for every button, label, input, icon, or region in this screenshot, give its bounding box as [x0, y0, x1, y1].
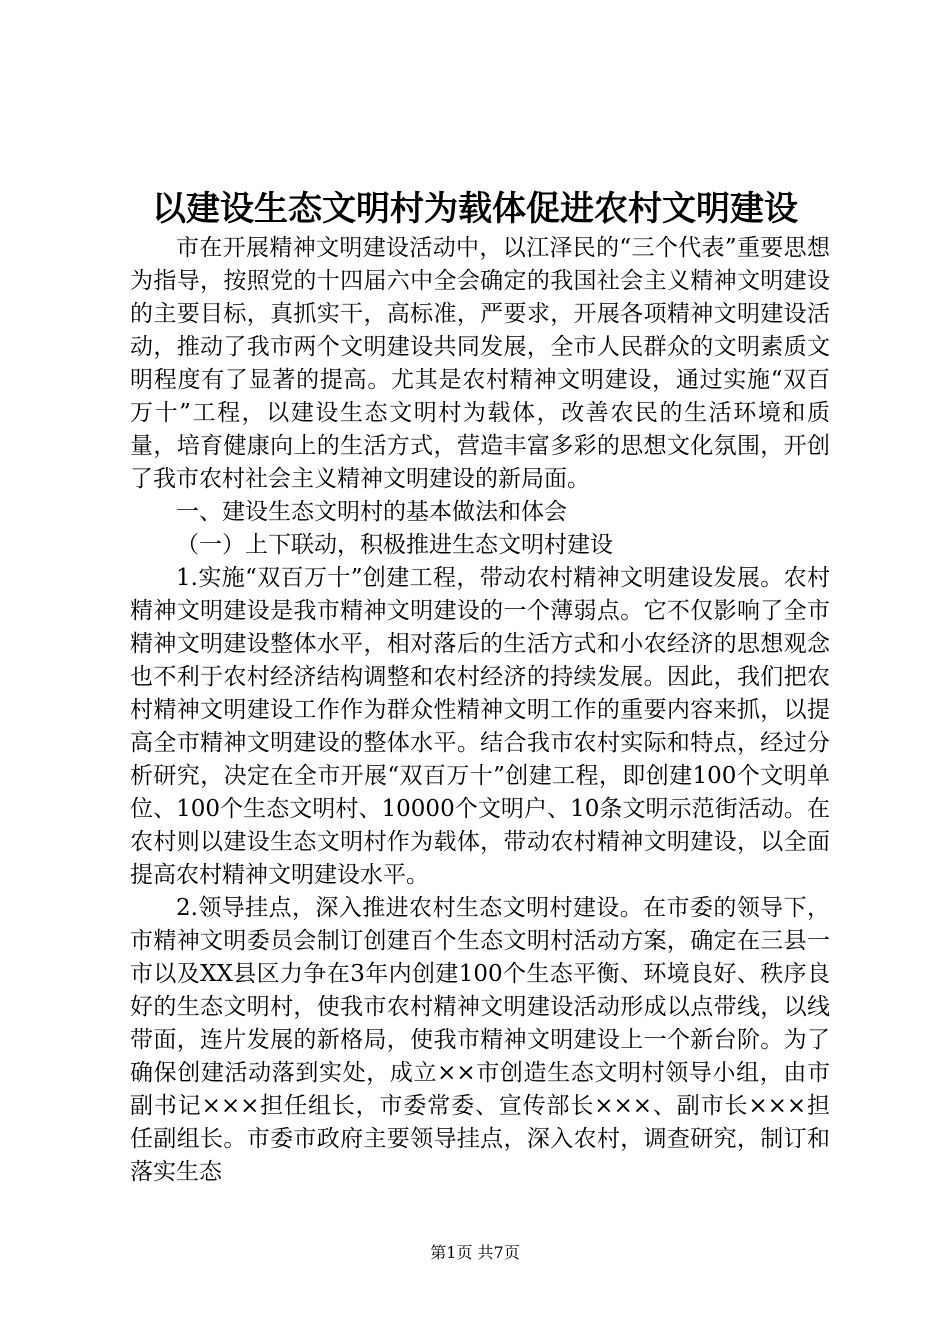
document-body	[130, 232, 830, 1189]
paragraph-item-2: 2.领导挂点，深入推进农村生态文明村建设。在市委的领导下，市精神文明委员会制订创建百个生态文明村活动方案，确定在三县一市以及XX县区力争在3年内创建100个生态平衡、环境良好、秩序良好的生态文明村，使我市农村精神文明建设活动形成以点带线，以线带面，连片发展的新格局，使我市精神文明建设上一个新台阶。为了确保创建活动落到实处，成立××市创造生态文明村领导小组，由市副书记×××担任组长，市委常委、宣传部长×××、副市长×××担任副组长。市委市政府主要领导挂点，深入农村，调查研究，制订和落实生态	[130, 895, 830, 1185]
paragraph-item-1: 1.实施“双百万十”创建工程，带动农村精神文明建设发展。农村精神文明建设是我市精神文明建设的一个薄弱点。它不仅影响了全市精神文明建设整体水平，相对落后的生活方式和小农经济的思想观念也不利于农村经济结构调整和农村经济的持续发展。因此，我们把农村精神文明建设工作作为群众性精神文明工作的重要内容来抓，以提高全市精神文明建设的整体水平。结合我市农村实际和特点，经过分析研究，决定在全市开展“双百万十”创建工程，即创建100个文明单位、100个生态文明村、10000个文明户、10条文明示范街活动。在农村则以建设生态文明村作为载体，带动农村精神文明建设，以全面提高农村精神文明建设水平。	[130, 565, 830, 888]
page-footer: 第1页 共7页	[430, 1243, 520, 1262]
document-title: 以建设生态文明村为载体促进农村文明建设	[152, 189, 798, 229]
subsection-heading: （一）上下联动，积极推进生态文明村建设	[176, 532, 613, 558]
section-heading: 一、建设生态文明村的基本做法和体会	[176, 499, 567, 525]
paragraph-intro: 市在开展精神文明建设活动中，以江泽民的“三个代表”重要思想为指导，按照党的十四届六中全会确定的我国社会主义精神文明建设的主要目标，真抓实干，高标准，严要求，开展各项精神文明建设活动，推动了我市两个文明建设共同发展，全市人民群众的文明素质文明程度有了显著的提高。尤其是农村精神文明建设，通过实施“双百万十”工程，以建设生态文明村为载体，改善农民的生活环境和质量，培育健康向上的生活方式，营造丰富多彩的思想文化氛围，开创了我市农村社会主义精神文明建设的新局面。	[130, 235, 830, 492]
